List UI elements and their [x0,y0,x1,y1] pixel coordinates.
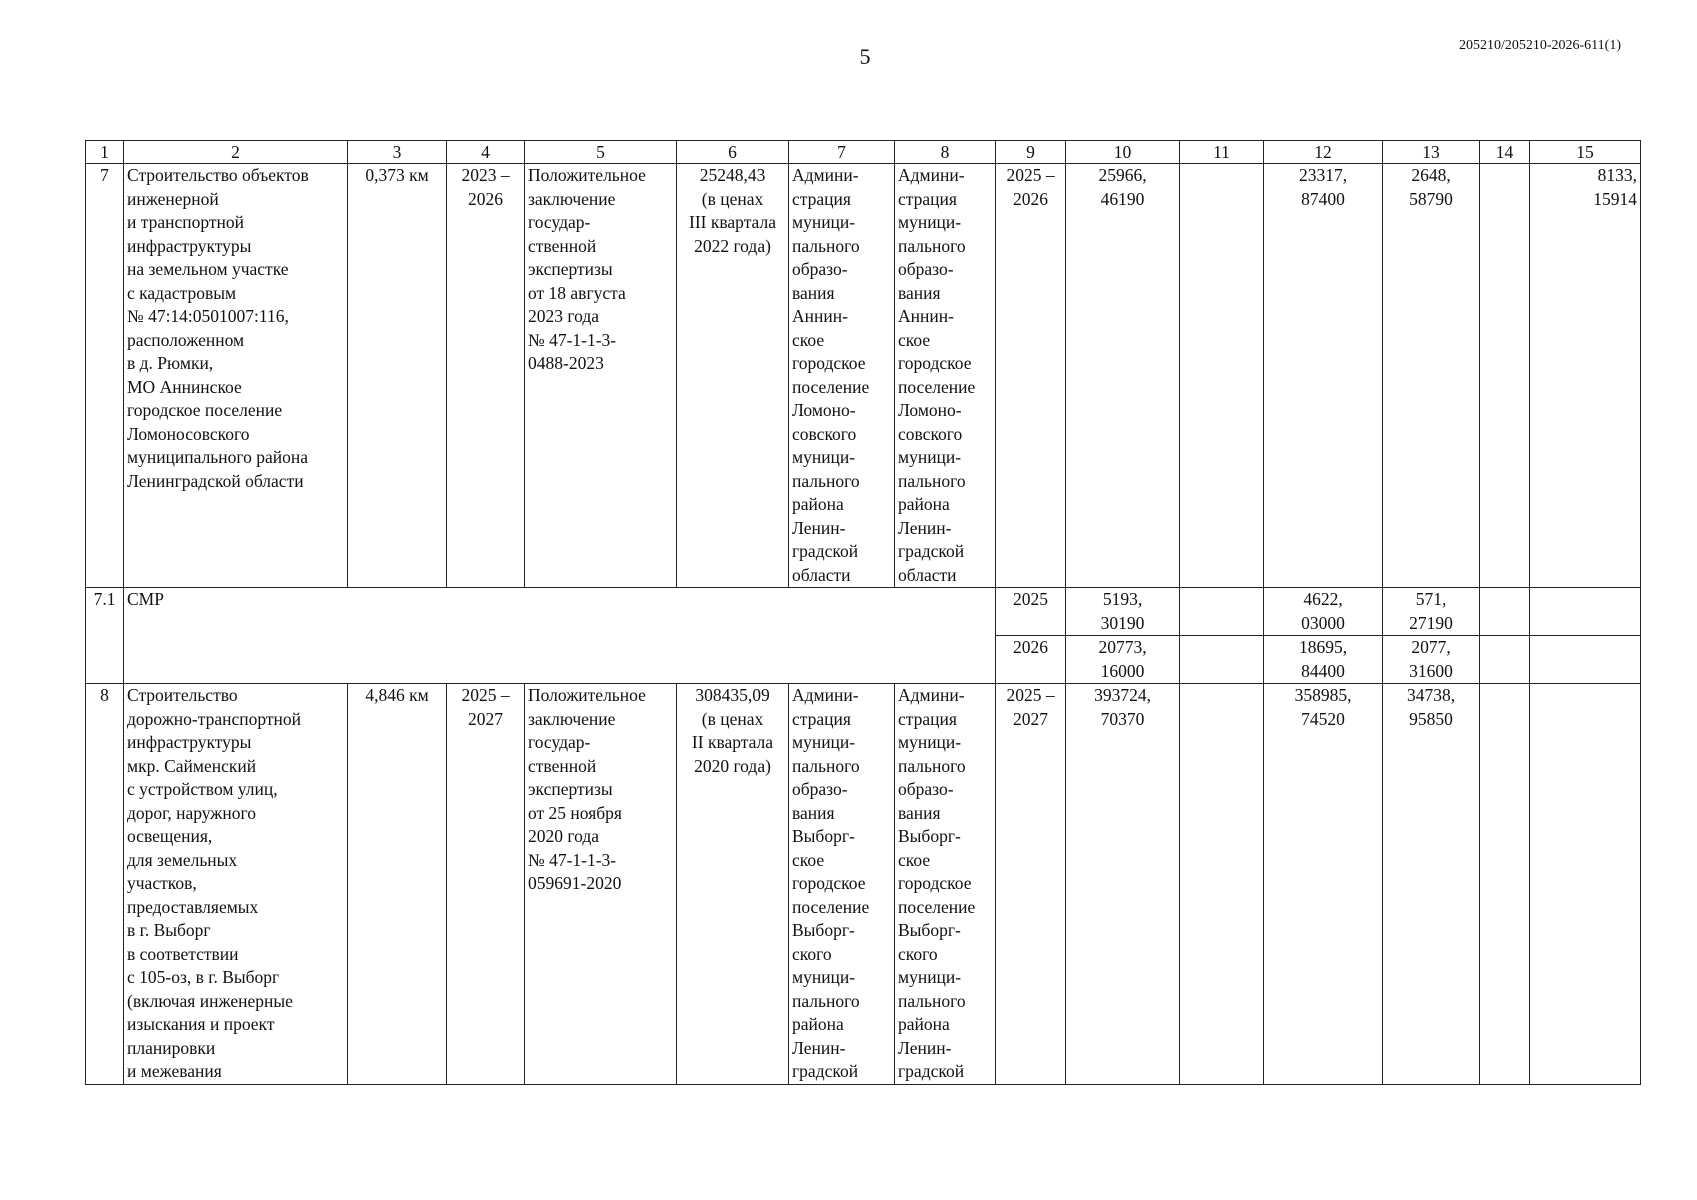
expertise: Положительное заключение государ- ственной экспертизы от 18 августа 2023 года № 47-1-1-3- 0488-2023 [525,164,677,588]
column-number: 5 [525,141,677,164]
page-number: 5 [859,44,871,69]
empty-cell [1480,636,1530,684]
financing-period: 2025 – 2027 [996,684,1066,1085]
column-13-value: 2077, 31600 [1383,636,1480,684]
estimated-cost: 25248,43 (в ценах III квартала 2022 года) [677,164,789,588]
document-code: 205210/205210-2026-611(1) [1458,38,1621,53]
object-name: Строительство дорожно-транспортной инфраструктуры мкр. Сайменский с устройством улиц, дорог, наружного освещения, для земельных участков, предоставляемых в г. Выборг в соответствии с 105-оз, в г. Выборг (включая инженерные изыскания и проект планировки и межевания [124,684,348,1085]
developer: Админи- страция муници- пального образо- вания Аннин- ское городское поселение Ломоно- совского муници- пального района Ленин- градской области [895,164,996,588]
column-14-value [1480,684,1530,1085]
empty-cell [1480,588,1530,636]
column-number: 9 [996,141,1066,164]
column-number-row [86,141,1641,164]
subitem-label: СМР [124,588,996,684]
column-number: 6 [677,141,789,164]
row-number: 7 [86,164,124,588]
column-12-value: 18695, 84400 [1264,636,1383,684]
developer: Админи- страция муници- пального образо- вания Выборг- ское городское поселение Выборг- ского муници- пального района Ленин- градской [895,684,996,1085]
column-number: 2 [124,141,348,164]
column-13-value: 571, 27190 [1383,588,1480,636]
expertise: Положительное заключение государ- ственной экспертизы от 25 ноября 2020 года № 47-1-1-3- 059691-2020 [525,684,677,1085]
column-15-value: 8133, 15914 [1530,164,1641,588]
column-number: 8 [895,141,996,164]
table-row [86,164,1641,588]
row-number: 8 [86,684,124,1085]
total-amount: 5193, 30190 [1066,588,1180,636]
column-13-value: 34738, 95850 [1383,684,1480,1085]
investment-table [85,140,1641,1085]
customer: Админи- страция муници- пального образо- вания Аннин- ское городское поселение Ломоно- совского муници- пального района Ленин- градской области [789,164,895,588]
empty-cell [1530,588,1641,636]
column-12-value: 358985, 74520 [1264,684,1383,1085]
estimated-cost: 308435,09 (в ценах II квартала 2020 года) [677,684,789,1085]
construction-years: 2025 – 2027 [447,684,525,1085]
object-name: Строительство объектов инженерной и транспортной инфраструктуры на земельном участке с кадастровым № 47:14:0501007:116, расположенном в д. Рюмки, МО Аннинское городское поселение Ломоносовского муниципального района Ленинградской области [124,164,348,588]
customer: Админи- страция муници- пального образо- вания Выборг- ское городское поселение Выборг- ского муници- пального района Ленин- градской [789,684,895,1085]
column-14-value [1480,164,1530,588]
column-11-value [1180,684,1264,1085]
column-13-value: 2648, 58790 [1383,164,1480,588]
construction-years: 2023 – 2026 [447,164,525,588]
total-amount: 20773, 16000 [1066,636,1180,684]
financing-period: 2025 – 2026 [996,164,1066,588]
column-number: 11 [1180,141,1264,164]
capacity: 4,846 км [348,684,447,1085]
financing-year: 2025 [996,588,1066,636]
column-number: 1 [86,141,124,164]
total-amount: 25966, 46190 [1066,164,1180,588]
empty-cell [1530,636,1641,684]
column-number: 7 [789,141,895,164]
capacity: 0,373 км [348,164,447,588]
row-number: 7.1 [86,588,124,684]
column-12-value: 4622, 03000 [1264,588,1383,636]
column-number: 14 [1480,141,1530,164]
column-number: 15 [1530,141,1641,164]
column-11-value [1180,164,1264,588]
table-row [86,588,1641,636]
column-number: 12 [1264,141,1383,164]
table-row [86,684,1641,1085]
empty-cell [1180,636,1264,684]
column-number: 13 [1383,141,1480,164]
column-number: 3 [348,141,447,164]
empty-cell [1180,588,1264,636]
column-12-value: 23317, 87400 [1264,164,1383,588]
column-15-value [1530,684,1641,1085]
column-number: 4 [447,141,525,164]
financing-year: 2026 [996,636,1066,684]
total-amount: 393724, 70370 [1066,684,1180,1085]
column-number: 10 [1066,141,1180,164]
